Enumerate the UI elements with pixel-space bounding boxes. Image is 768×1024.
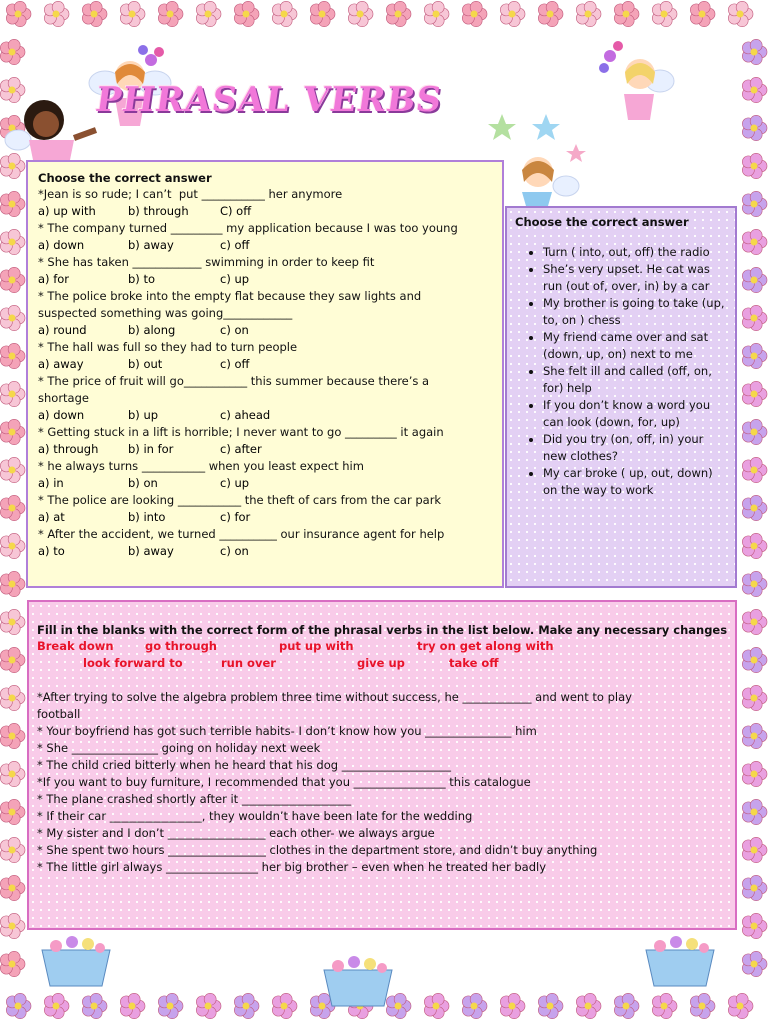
answer-options xyxy=(38,237,502,254)
flower-icon xyxy=(742,229,767,254)
flower-icon xyxy=(424,1,449,26)
flower-icon xyxy=(386,1,411,26)
flower-icon xyxy=(272,1,297,26)
flower-icon xyxy=(538,993,563,1018)
flower-icon xyxy=(742,191,767,216)
answer-option: b) along xyxy=(128,323,176,337)
section-heading: Choose the correct answer xyxy=(38,171,212,185)
flower-icon xyxy=(0,533,25,558)
flower-basket-icon xyxy=(36,930,116,988)
phrasal-verb: try on get along with xyxy=(417,639,554,653)
question-text: * he always turns ___________ when you least expect him xyxy=(38,459,364,473)
bullet-list xyxy=(515,244,727,499)
answer-options xyxy=(38,509,502,526)
flower-icon xyxy=(462,993,487,1018)
fill-sentence: * The child cried bitterly when he heard that his dog ___________________ xyxy=(37,758,451,772)
flower-icon xyxy=(462,1,487,26)
flower-icon xyxy=(500,993,525,1018)
flower-icon xyxy=(0,343,25,368)
answer-option: b) on xyxy=(128,476,158,490)
phrasal-verb: go through xyxy=(145,639,217,653)
flower-icon xyxy=(538,1,563,26)
flower-icon xyxy=(742,723,767,748)
fill-sentence: * She _______________ going on holiday next week xyxy=(37,741,321,755)
phrasal-verb: Break down xyxy=(37,639,114,653)
flower-icon xyxy=(0,39,25,64)
flower-icon xyxy=(742,267,767,292)
answer-options xyxy=(38,203,502,220)
question-text: *Jean is so rude; I can’t put ___________ her anymore xyxy=(38,187,343,201)
question-text: * Getting stuck in a lift is horrible; I never want to go _________ it again xyxy=(38,425,444,439)
flower-icon xyxy=(614,993,639,1018)
fill-sentence: * The plane crashed shortly after it ___________________ xyxy=(37,792,352,806)
answer-option: c) on xyxy=(220,544,249,558)
answer-option: c) for xyxy=(220,510,251,524)
flower-icon xyxy=(728,1,753,26)
flower-basket-icon xyxy=(318,950,398,1008)
flower-icon xyxy=(500,1,525,26)
bullet-item: • Did you try (on, off, in) your new clothes? xyxy=(543,431,727,465)
answer-option: a) for xyxy=(38,272,70,286)
flower-icon xyxy=(742,305,767,330)
answer-options xyxy=(38,322,502,339)
flower-icon xyxy=(424,993,449,1018)
answer-option: b) in for xyxy=(128,442,174,456)
flower-icon xyxy=(742,343,767,368)
flower-icon xyxy=(0,571,25,596)
fill-sentence: * Your boyfriend has got such terrible habits- I don’t know how you _______________ him xyxy=(37,724,537,738)
flower-icon xyxy=(196,993,221,1018)
flower-icon xyxy=(652,1,677,26)
flower-icon xyxy=(120,1,145,26)
phrasal-verb: put up with xyxy=(279,639,354,653)
answer-options xyxy=(38,407,502,424)
fill-sentence: *After trying to solve the algebra problem three time without success, he ____________ and went to play football xyxy=(37,690,632,721)
question-text: * After the accident, we turned __________ our insurance agent for help xyxy=(38,527,445,541)
verb-list-row xyxy=(37,638,729,655)
answer-option: c) ahead xyxy=(220,408,271,422)
question-text: * The company turned _________ my application because I was too young xyxy=(38,221,458,235)
flower-icon xyxy=(652,993,677,1018)
verb-list-row xyxy=(37,655,729,672)
flower-icon xyxy=(44,1,69,26)
multiple-choice-section xyxy=(26,160,504,588)
answer-options xyxy=(38,356,502,373)
flower-icon xyxy=(6,1,31,26)
flower-icon xyxy=(742,609,767,634)
answer-option: c) off xyxy=(220,238,250,252)
flower-icon xyxy=(576,993,601,1018)
question-text: * The price of fruit will go___________ this summer because there’s a shortage xyxy=(38,374,430,405)
angel-icon xyxy=(500,142,580,206)
bullet-item: • My friend came over and sat (down, up, on) next to me xyxy=(543,329,727,363)
answer-option: a) through xyxy=(38,442,99,456)
flower-icon xyxy=(0,229,25,254)
section-heading: Choose the correct answer xyxy=(515,215,689,229)
flower-icon xyxy=(348,1,373,26)
flower-icon xyxy=(0,267,25,292)
bullet-item: • She’s very upset. He cat was run (out of, over, in) by a car xyxy=(543,261,727,295)
flower-basket-icon xyxy=(640,930,720,988)
flower-icon xyxy=(310,1,335,26)
answer-option: c) up xyxy=(220,272,250,286)
answer-option: c) on xyxy=(220,323,249,337)
phrasal-verb: give up xyxy=(357,656,405,670)
flower-icon xyxy=(0,305,25,330)
flower-icon xyxy=(0,381,25,406)
bullet-item: • My car broke ( up, out, down) on the way to work xyxy=(543,465,727,499)
flower-icon xyxy=(234,1,259,26)
question-list xyxy=(38,186,502,560)
answer-option: b) away xyxy=(128,238,174,252)
bullet-item: • If you don’t know a word you can look (down, for, up) xyxy=(543,397,727,431)
answer-option: a) to xyxy=(38,544,65,558)
answer-options xyxy=(38,271,502,288)
answer-options xyxy=(38,543,502,560)
girl-waving-icon xyxy=(4,90,99,165)
flower-icon xyxy=(0,799,25,824)
flower-icon xyxy=(742,381,767,406)
answer-option: a) away xyxy=(38,357,84,371)
answer-option: b) out xyxy=(128,357,163,371)
flower-icon xyxy=(614,1,639,26)
answer-option: a) at xyxy=(38,510,65,524)
flower-icon xyxy=(742,913,767,938)
question-text: * The police broke into the empty flat because they saw lights and suspected something was going____________ xyxy=(38,289,422,320)
answer-option: b) up xyxy=(128,408,159,422)
flower-icon xyxy=(742,495,767,520)
bullet-item: • My brother is going to take (up, to, on ) chess xyxy=(543,295,727,329)
flower-icon xyxy=(742,77,767,102)
phrasal-verb: run over xyxy=(221,656,276,670)
answer-option: a) round xyxy=(38,323,87,337)
flower-icon xyxy=(0,495,25,520)
fill-sentence: * The little girl always ________________ her big brother – even when he treated her badly xyxy=(37,860,547,874)
flower-icon xyxy=(690,1,715,26)
fill-sentence: *If you want to buy furniture, I recommended that you ________________ this catalogue xyxy=(37,775,531,789)
answer-option: c) after xyxy=(220,442,262,456)
flower-icon xyxy=(742,153,767,178)
fill-sentence: * She spent two hours _________________ clothes in the department store, and didn’t buy anything xyxy=(37,843,598,857)
flower-icon xyxy=(742,799,767,824)
page-title: PHRASAL VERBS xyxy=(93,80,445,120)
flower-icon xyxy=(6,993,31,1018)
flower-icon xyxy=(82,1,107,26)
flower-icon xyxy=(576,1,601,26)
bullet-choice-section xyxy=(505,206,737,588)
flower-icon xyxy=(742,647,767,672)
sentence-list xyxy=(37,689,729,876)
answer-option: a) down xyxy=(38,408,85,422)
answer-option: b) into xyxy=(128,510,166,524)
answer-option: a) in xyxy=(38,476,64,490)
flower-icon xyxy=(0,723,25,748)
flower-icon xyxy=(690,993,715,1018)
flower-icon xyxy=(742,39,767,64)
answer-option: c) off xyxy=(220,357,250,371)
flower-icon xyxy=(0,837,25,862)
flower-icon xyxy=(0,913,25,938)
flower-icon xyxy=(742,533,767,558)
flower-icon xyxy=(0,609,25,634)
flower-icon xyxy=(742,837,767,862)
answer-option: C) off xyxy=(220,204,252,218)
answer-option: c) up xyxy=(220,476,250,490)
flower-icon xyxy=(0,685,25,710)
answer-option: a) down xyxy=(38,238,85,252)
flower-icon xyxy=(272,993,297,1018)
bullet-item: • She felt ill and called (off, on, for) help xyxy=(543,363,727,397)
angel-with-flowers-icon xyxy=(596,36,676,121)
flower-icon xyxy=(120,993,145,1018)
flower-icon xyxy=(742,761,767,786)
answer-options xyxy=(38,441,502,458)
question-text: * The police are looking ___________ the theft of cars from the car park xyxy=(38,493,442,507)
fill-in-section xyxy=(27,600,737,930)
flower-icon xyxy=(0,875,25,900)
flower-icon xyxy=(0,457,25,482)
section-heading: Fill in the blanks with the correct form of the phrasal verbs in the list below. Make any necessary changes xyxy=(37,623,728,637)
flower-icon xyxy=(742,115,767,140)
flower-icon xyxy=(44,993,69,1018)
flower-icon xyxy=(0,419,25,444)
answer-options xyxy=(38,475,502,492)
fill-sentence: * My sister and I don’t _________________ each other- we always argue xyxy=(37,826,435,840)
flower-icon xyxy=(742,571,767,596)
flower-icon xyxy=(0,761,25,786)
question-text: * The hall was full so they had to turn people xyxy=(38,340,298,354)
flower-icon xyxy=(742,875,767,900)
flower-icon xyxy=(0,191,25,216)
flower-icon xyxy=(0,951,25,976)
flower-icon xyxy=(234,993,259,1018)
flower-icon xyxy=(0,647,25,672)
flower-icon xyxy=(196,1,221,26)
flower-icon xyxy=(728,993,753,1018)
answer-option: b) through xyxy=(128,204,189,218)
question-text: * She has taken ____________ swimming in order to keep fit xyxy=(38,255,375,269)
flower-icon xyxy=(742,685,767,710)
bullet-item: • Turn ( into, out, off) the radio xyxy=(543,244,727,261)
flower-icon xyxy=(82,993,107,1018)
flower-icon xyxy=(742,951,767,976)
answer-option: b) to xyxy=(128,272,155,286)
flower-icon xyxy=(742,419,767,444)
answer-option: a) up with xyxy=(38,204,96,218)
phrasal-verb: look forward to xyxy=(83,656,183,670)
phrasal-verb: take off xyxy=(449,656,499,670)
answer-option: b) away xyxy=(128,544,174,558)
flower-icon xyxy=(742,457,767,482)
flower-icon xyxy=(158,993,183,1018)
flower-icon xyxy=(158,1,183,26)
fill-sentence: * If their car ________________, they wouldn’t have been late for the wedding xyxy=(37,809,473,823)
